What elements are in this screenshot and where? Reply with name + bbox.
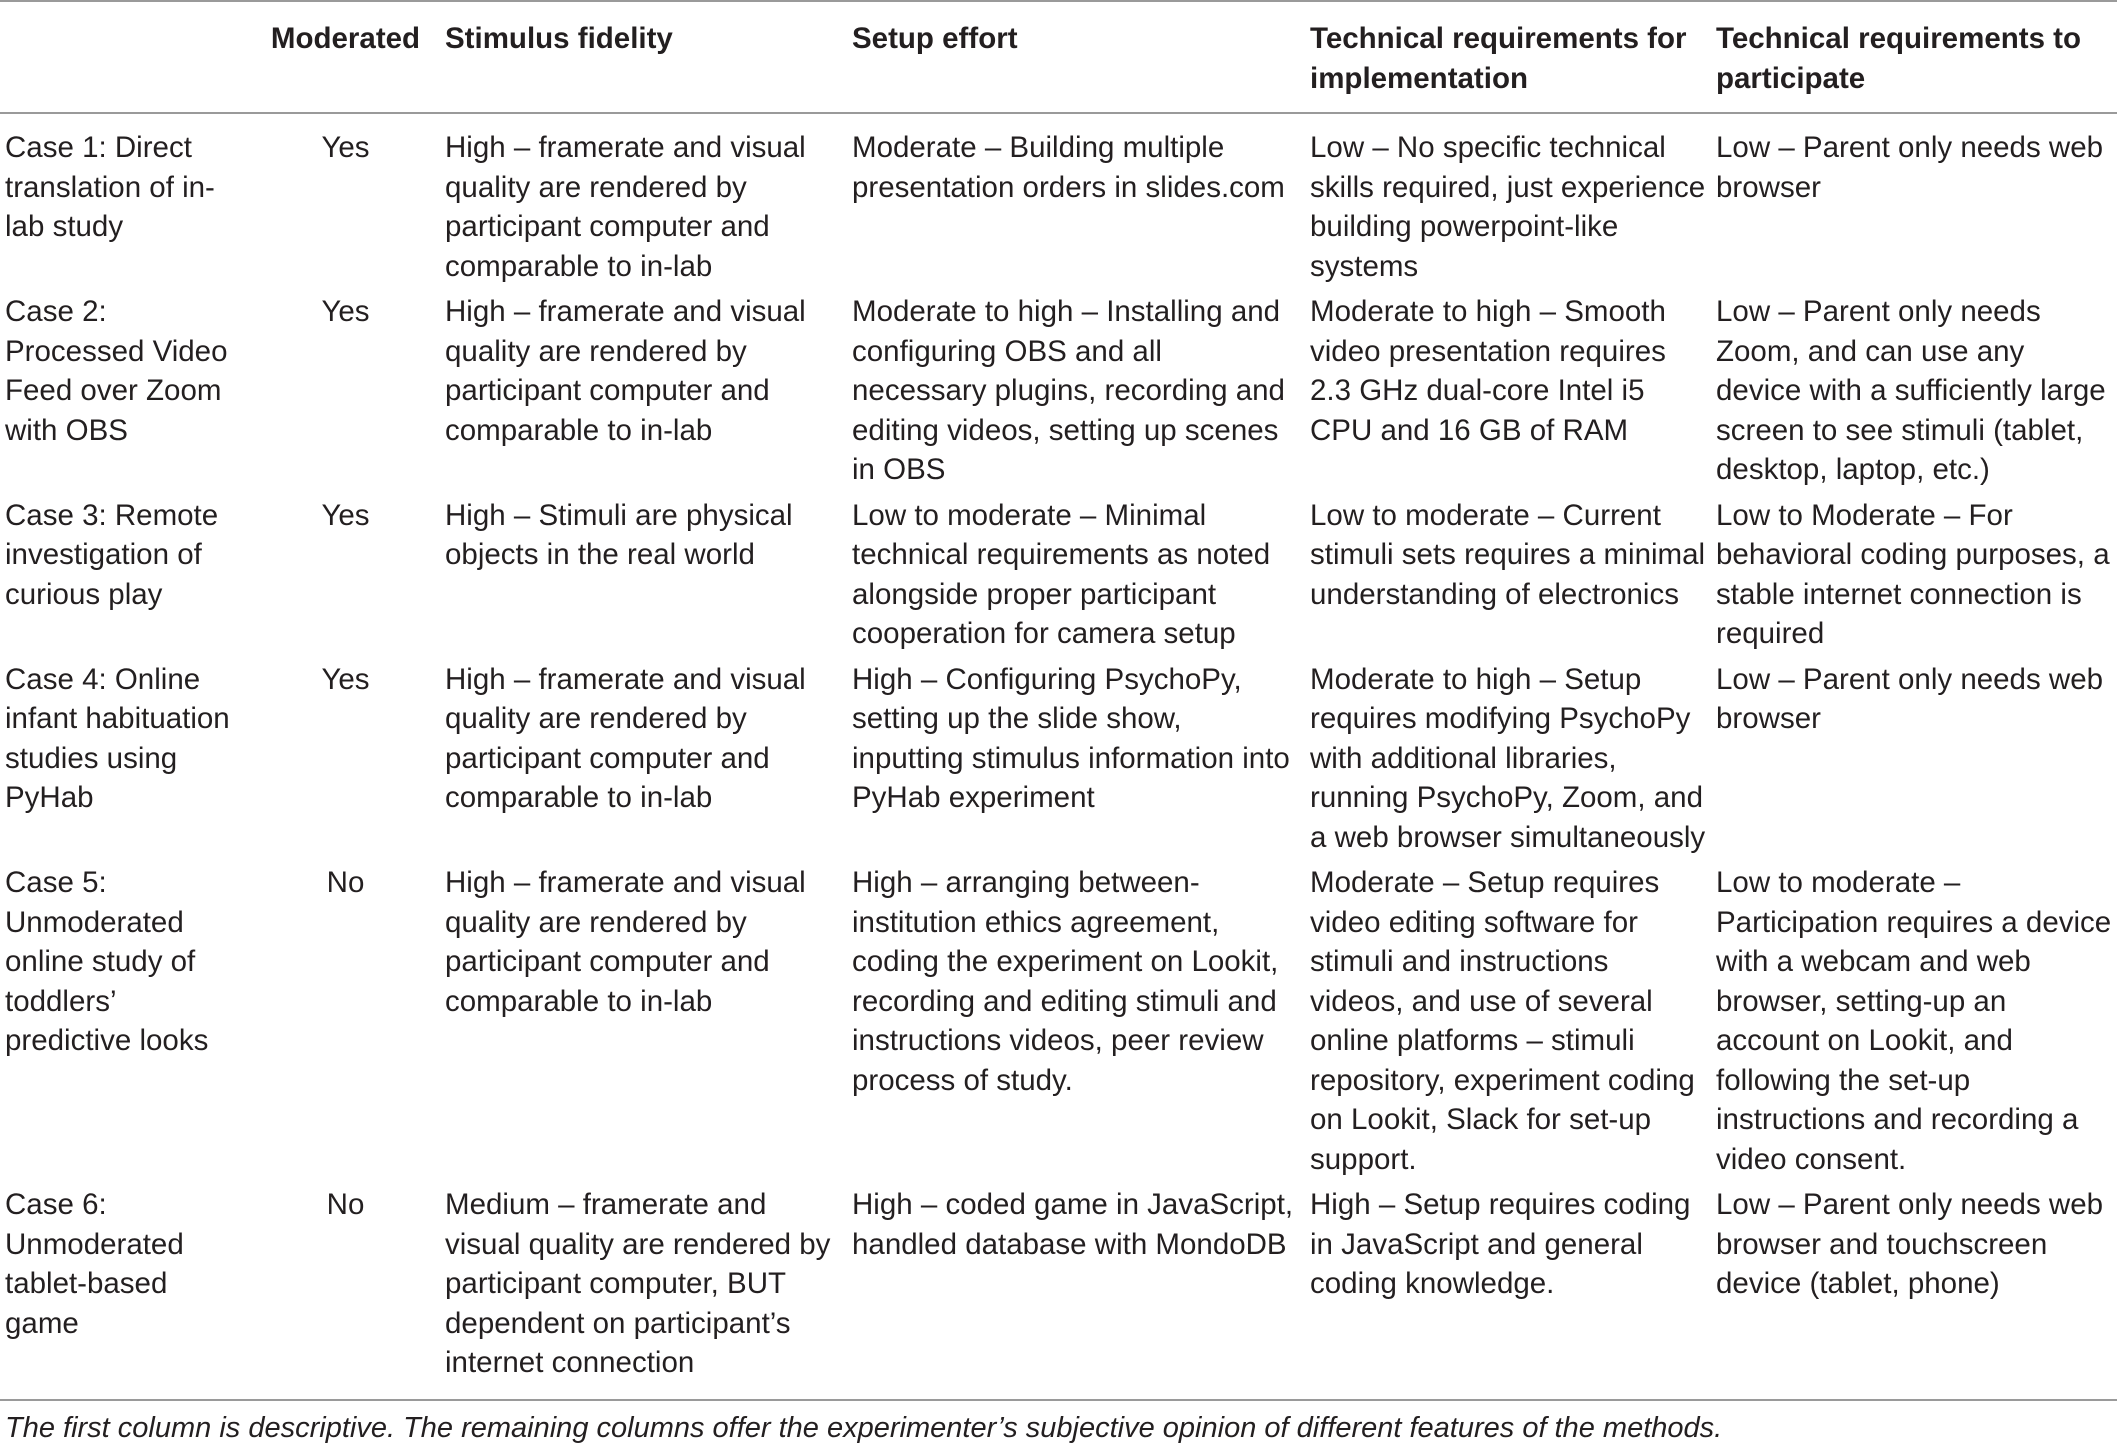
cell-participate: Low to Moderate – For behavioral coding purposes, a stable internet connection is required xyxy=(1716,498,2110,650)
cell-setup: High – coded game in JavaScript, handled database with MondoDB xyxy=(852,1188,1294,1261)
table-row xyxy=(0,861,2117,1183)
cell-implementation: High – Setup requires coding in JavaScript and general coding knowledge. xyxy=(1310,1188,1691,1300)
cell-fidelity: High – framerate and visual quality are rendered by participant computer and comparable to in-lab xyxy=(445,131,806,283)
cell-moderated: Yes xyxy=(321,295,370,328)
cell-participate: Low to moderate – Participation requires a device with a webcam and web browser, setting-up an account on Lookit, and following the set-up instructions and recording a video consent. xyxy=(1716,866,2112,1176)
cell-case: Case 6: Unmoderated tablet-based game xyxy=(5,1188,184,1340)
header-participation-requirements: Technical requirements to participate xyxy=(1716,22,2082,95)
header-implementation-requirements: Technical requirements for implementation xyxy=(1310,22,1687,95)
table-row xyxy=(0,494,2117,658)
cell-case: Case 2: Processed Video Feed over Zoom with OBS xyxy=(5,295,228,447)
table-header xyxy=(0,1,2117,113)
cell-case: Case 4: Online infant habituation studies using PyHab xyxy=(5,662,230,814)
cell-moderated: Yes xyxy=(321,498,370,532)
cell-moderated: Yes xyxy=(321,662,370,696)
cell-moderated: No xyxy=(326,1188,365,1221)
cell-setup: Moderate to high – Installing and configuring OBS and all necessary plugins, recording and editing videos, setting up scenes in OBS xyxy=(852,295,1285,486)
header-moderated: Moderated xyxy=(270,22,421,55)
cell-setup: Low to moderate – Minimal technical requirements as noted alongside proper participant cooperation for camera setup xyxy=(852,498,1271,650)
cell-implementation: Moderate – Setup requires video editing software for stimuli and instructions videos, and use of several online platforms – stimuli repository, experiment coding on Lookit, Slack for set-up support. xyxy=(1310,866,1695,1176)
header-case xyxy=(0,1,250,113)
table-row xyxy=(0,113,2117,290)
cell-fidelity: High – framerate and visual quality are rendered by participant computer and comparable to in-lab xyxy=(445,866,806,1018)
cell-moderated: No xyxy=(326,866,365,899)
cell-implementation: Low – No specific technical skills required, just experience building powerpoint-like systems xyxy=(1310,131,1706,283)
cell-implementation: Moderate to high – Smooth video presentation requires 2.3 GHz dual-core Intel i5 CPU and 16 GB of RAM xyxy=(1310,295,1666,447)
cell-setup: Moderate – Building multiple presentation orders in slides.com xyxy=(852,131,1285,204)
cell-fidelity: High – Stimuli are physical objects in the real world xyxy=(445,498,793,571)
table-body xyxy=(0,113,2117,1400)
cell-case: Case 1: Direct translation of in-lab study xyxy=(5,131,215,243)
cell-moderated: Yes xyxy=(321,131,370,164)
cell-setup: High – arranging between-institution ethics agreement, coding the experiment on Lookit, recording and editing stimuli and instructions videos, peer review process of study. xyxy=(852,866,1279,1097)
table-row xyxy=(0,1183,2117,1400)
cell-implementation: Low to moderate – Current stimuli sets requires a minimal understanding of electronics xyxy=(1310,498,1706,611)
cell-participate: Low – Parent only needs web browser xyxy=(1716,662,2104,735)
cell-case: Case 5: Unmoderated online study of toddlers’ predictive looks xyxy=(5,866,209,1057)
table-row xyxy=(0,290,2117,494)
cell-participate: Low – Parent only needs Zoom, and can use any device with a sufficiently large screen to see stimuli (tablet, desktop, laptop, etc.) xyxy=(1716,295,2106,486)
cell-case: Case 3: Remote investigation of curious play xyxy=(5,498,219,611)
table-footnote: The first column is descriptive. The remaining columns offer the experimenter’s subjective opinion of different features of the methods. xyxy=(5,1411,1723,1444)
cell-fidelity: High – framerate and visual quality are rendered by participant computer and comparable to in-lab xyxy=(445,295,806,447)
cell-setup: High – Configuring PsychoPy, setting up the slide show, inputting stimulus information into PyHab experiment xyxy=(852,662,1290,814)
table-row xyxy=(0,658,2117,862)
cell-participate: Low – Parent only needs web browser and touchscreen device (tablet, phone) xyxy=(1716,1188,2104,1300)
header-setup-effort: Setup effort xyxy=(852,22,1018,55)
cell-participate: Low – Parent only needs web browser xyxy=(1716,131,2104,204)
header-stimulus-fidelity: Stimulus fidelity xyxy=(445,22,673,55)
cell-fidelity: High – framerate and visual quality are rendered by participant computer and comparable to in-lab xyxy=(445,662,806,814)
cell-implementation: Moderate to high – Setup requires modifying PsychoPy with additional libraries, running PsychoPy, Zoom, and a web browser simultaneously xyxy=(1310,662,1706,854)
cell-fidelity: Medium – framerate and visual quality are rendered by participant computer, BUT dependent on participant’s internet connection xyxy=(445,1188,831,1379)
header-row xyxy=(0,1,2117,113)
